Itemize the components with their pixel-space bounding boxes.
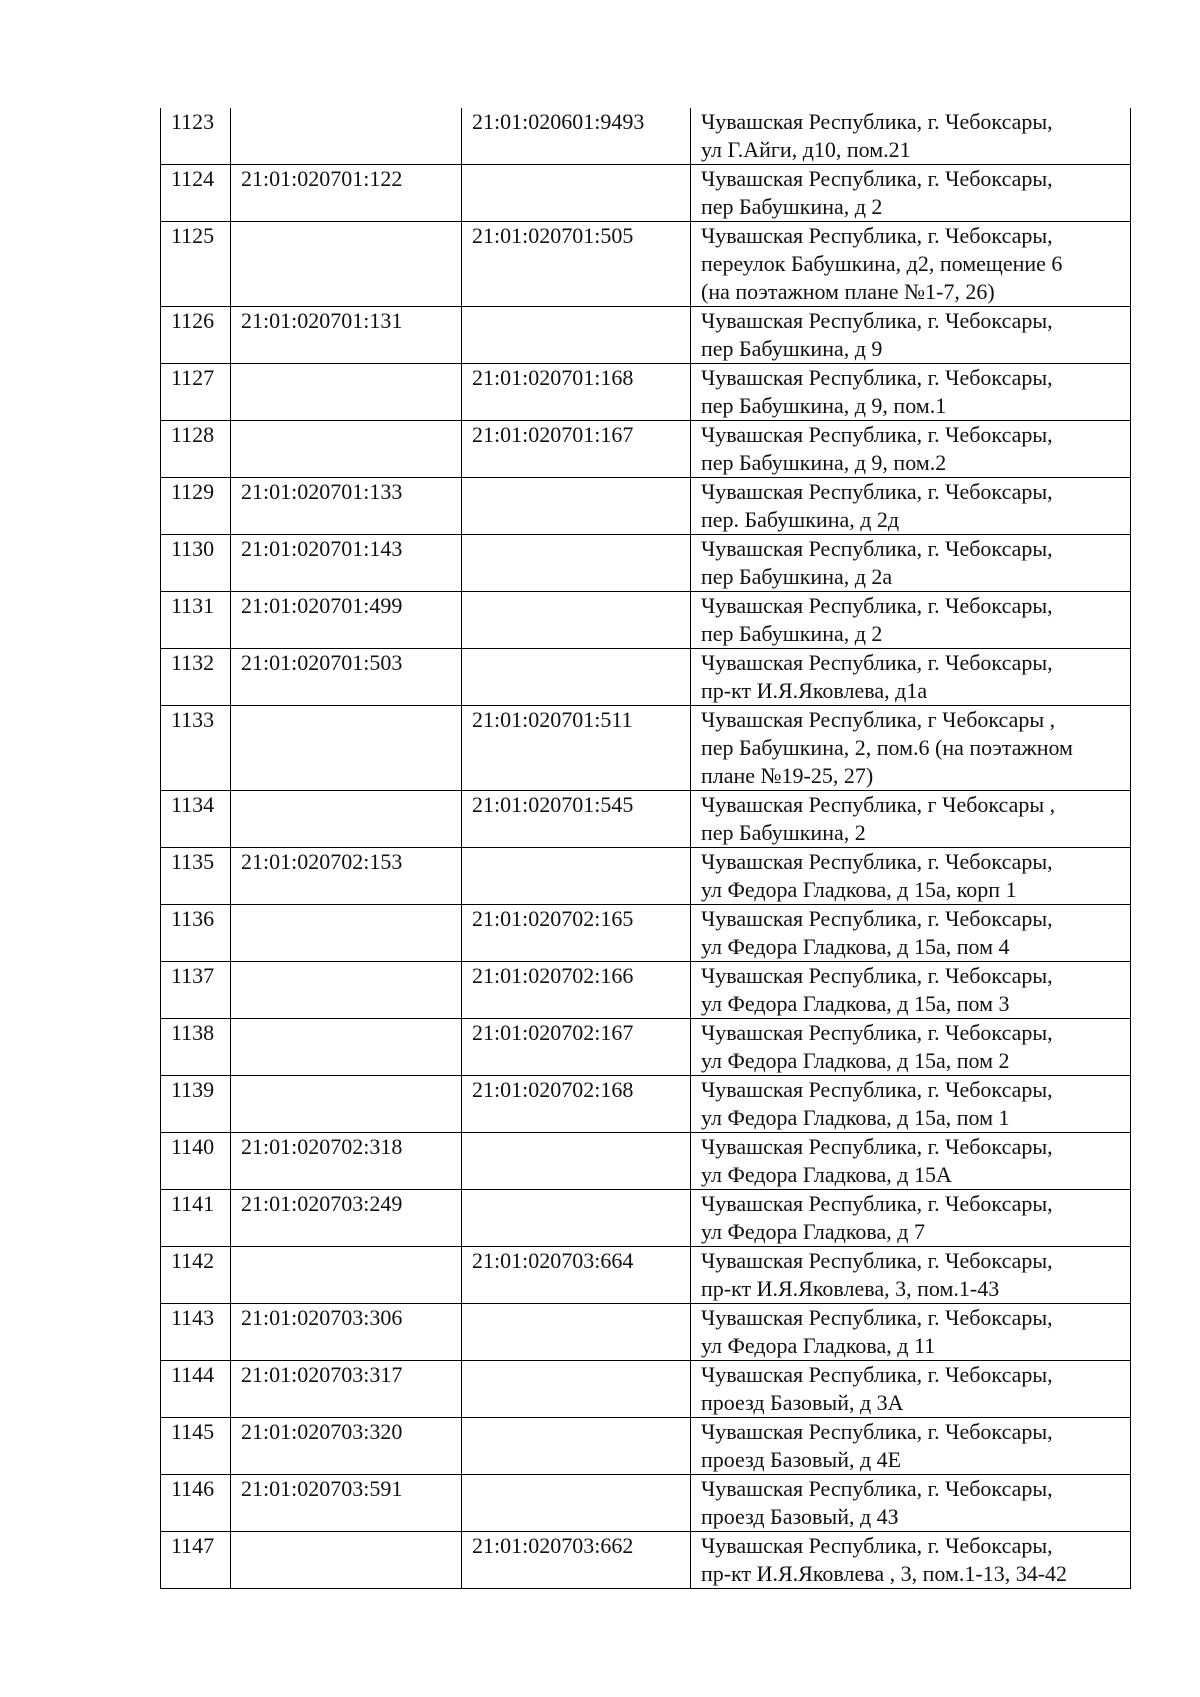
address-line: ул Федора Гладкова, д 15а, пом 3 (701, 991, 1010, 1016)
table-row (161, 1361, 1131, 1418)
object-cadastral-number (462, 478, 691, 535)
object-cadastral-number (462, 649, 691, 706)
address-line: Чувашская Республика, г. Чебоксары, (701, 906, 1053, 931)
address-line: пер Бабушкина, д 2 (701, 621, 883, 646)
table-row (161, 1190, 1131, 1247)
address-line: Чувашская Республика, г. Чебоксары, (701, 593, 1053, 618)
land-cadastral-number: 21:01:020701:131 (231, 307, 462, 364)
address-line: ул Федора Гладкова, д 15а, пом 2 (701, 1048, 1010, 1073)
address-line: Чувашская Республика, г. Чебоксары, (701, 963, 1053, 988)
address-line: плане №19-25, 27) (701, 763, 874, 788)
address-line: пр-кт И.Я.Яковлева, д1а (701, 678, 928, 703)
address-line: Чувашская Республика, г. Чебоксары, (701, 1476, 1053, 1501)
address-cell (691, 1247, 1131, 1304)
address-cell (691, 905, 1131, 962)
address-line: ул Федора Гладкова, д 7 (701, 1219, 925, 1244)
object-cadastral-number (462, 1304, 691, 1361)
address-cell (691, 649, 1131, 706)
table-row (161, 848, 1131, 905)
table-row (161, 905, 1131, 962)
row-number: 1131 (161, 592, 231, 649)
address-cell (691, 421, 1131, 478)
address-line: Чувашская Республика, г. Чебоксары, (701, 1305, 1053, 1330)
address-cell (691, 706, 1131, 791)
address-line: Чувашская Республика, г Чебоксары , (701, 707, 1056, 732)
address-line: ул Федора Гладкова, д 11 (701, 1333, 936, 1358)
address-cell (691, 848, 1131, 905)
address-line: Чувашская Республика, г. Чебоксары, (701, 1077, 1053, 1102)
object-cadastral-number: 21:01:020703:662 (462, 1532, 691, 1589)
address-line: пр-кт И.Я.Яковлева, 3, пом.1-43 (701, 1276, 1000, 1301)
object-cadastral-number (462, 1133, 691, 1190)
table-row (161, 592, 1131, 649)
object-cadastral-number: 21:01:020701:545 (462, 791, 691, 848)
row-number: 1140 (161, 1133, 231, 1190)
land-cadastral-number (231, 791, 462, 848)
table-row (161, 535, 1131, 592)
table-row (161, 649, 1131, 706)
row-number: 1125 (161, 222, 231, 307)
address-cell (691, 1475, 1131, 1532)
object-cadastral-number: 21:01:020601:9493 (462, 108, 691, 165)
row-number: 1136 (161, 905, 231, 962)
land-cadastral-number: 21:01:020703:317 (231, 1361, 462, 1418)
object-cadastral-number: 21:01:020701:167 (462, 421, 691, 478)
address-line: (на поэтажном плане №1-7, 26) (701, 279, 995, 304)
table-row (161, 1532, 1131, 1589)
address-line: Чувашская Республика, г. Чебоксары, (701, 536, 1053, 561)
address-cell (691, 535, 1131, 592)
address-cell (691, 1076, 1131, 1133)
address-cell (691, 307, 1131, 364)
row-number: 1142 (161, 1247, 231, 1304)
land-cadastral-number (231, 421, 462, 478)
address-line: Чувашская Республика, г. Чебоксары, (701, 308, 1053, 333)
object-cadastral-number: 21:01:020702:167 (462, 1019, 691, 1076)
address-line: пер Бабушкина, д 2 (701, 194, 883, 219)
table-row (161, 706, 1131, 791)
land-cadastral-number: 21:01:020701:499 (231, 592, 462, 649)
land-cadastral-number: 21:01:020703:306 (231, 1304, 462, 1361)
row-number: 1147 (161, 1532, 231, 1589)
address-line: ул Федора Гладкова, д 15а, пом 4 (701, 934, 1010, 959)
address-line: пер Бабушкина, д 2а (701, 564, 893, 589)
table-row (161, 421, 1131, 478)
land-cadastral-number (231, 962, 462, 1019)
address-line: Чувашская Республика, г. Чебоксары, (701, 1248, 1053, 1273)
row-number: 1127 (161, 364, 231, 421)
land-cadastral-number (231, 706, 462, 791)
address-cell (691, 1304, 1131, 1361)
row-number: 1124 (161, 165, 231, 222)
land-cadastral-number (231, 1247, 462, 1304)
row-number: 1139 (161, 1076, 231, 1133)
address-line: Чувашская Республика, г. Чебоксары, (701, 479, 1053, 504)
row-number: 1126 (161, 307, 231, 364)
object-cadastral-number (462, 1361, 691, 1418)
table-row (161, 108, 1131, 165)
address-cell (691, 1133, 1131, 1190)
address-cell (691, 1019, 1131, 1076)
land-cadastral-number (231, 364, 462, 421)
land-cadastral-number: 21:01:020701:133 (231, 478, 462, 535)
table-row (161, 478, 1131, 535)
table-row (161, 165, 1131, 222)
table-row (161, 1475, 1131, 1532)
address-cell (691, 1532, 1131, 1589)
row-number: 1123 (161, 108, 231, 165)
address-line: Чувашская Республика, г. Чебоксары, (701, 849, 1053, 874)
address-line: Чувашская Республика, г. Чебоксары, (701, 1533, 1053, 1558)
address-line: Чувашская Республика, г. Чебоксары, (701, 223, 1053, 248)
land-cadastral-number: 21:01:020703:249 (231, 1190, 462, 1247)
address-line: ул Г.Айги, д10, пом.21 (701, 137, 911, 162)
table-row (161, 1076, 1131, 1133)
table-body (161, 108, 1131, 1589)
land-cadastral-number (231, 905, 462, 962)
object-cadastral-number: 21:01:020702:168 (462, 1076, 691, 1133)
address-line: Чувашская Республика, г. Чебоксары, (701, 1362, 1053, 1387)
address-line: пер Бабушкина, д 9 (701, 336, 883, 361)
object-cadastral-number (462, 165, 691, 222)
address-line: проезд Базовый, д 4З (701, 1504, 899, 1529)
address-line: Чувашская Республика, г. Чебоксары, (701, 1020, 1053, 1045)
row-number: 1130 (161, 535, 231, 592)
address-cell (691, 1361, 1131, 1418)
address-cell (691, 1418, 1131, 1475)
address-line: проезд Базовый, д 3А (701, 1390, 904, 1415)
object-cadastral-number: 21:01:020701:511 (462, 706, 691, 791)
table-row (161, 962, 1131, 1019)
row-number: 1145 (161, 1418, 231, 1475)
object-cadastral-number (462, 592, 691, 649)
row-number: 1135 (161, 848, 231, 905)
address-cell (691, 222, 1131, 307)
table-row (161, 1418, 1131, 1475)
row-number: 1134 (161, 791, 231, 848)
table-row (161, 222, 1131, 307)
table-row (161, 1304, 1131, 1361)
address-line: проезд Базовый, д 4Е (701, 1447, 902, 1472)
address-line: Чувашская Республика, г. Чебоксары, (701, 1419, 1053, 1444)
address-line: пр-кт И.Я.Яковлева , 3, пом.1-13, 34-42 (701, 1561, 1068, 1586)
row-number: 1144 (161, 1361, 231, 1418)
object-cadastral-number (462, 1475, 691, 1532)
address-line: пер. Бабушкина, д 2д (701, 507, 900, 532)
object-cadastral-number (462, 535, 691, 592)
object-cadastral-number: 21:01:020703:664 (462, 1247, 691, 1304)
row-number: 1129 (161, 478, 231, 535)
land-cadastral-number (231, 1076, 462, 1133)
table-row (161, 307, 1131, 364)
row-number: 1138 (161, 1019, 231, 1076)
address-line: Чувашская Республика, г. Чебоксары, (701, 1134, 1053, 1159)
address-cell (691, 1190, 1131, 1247)
land-cadastral-number: 21:01:020702:318 (231, 1133, 462, 1190)
land-cadastral-number: 21:01:020703:591 (231, 1475, 462, 1532)
address-line: пер Бабушкина, д 9, пом.1 (701, 393, 947, 418)
table-row (161, 1019, 1131, 1076)
object-cadastral-number: 21:01:020701:505 (462, 222, 691, 307)
table-row (161, 1247, 1131, 1304)
address-line: Чувашская Республика, г. Чебоксары, (701, 1191, 1053, 1216)
address-cell (691, 478, 1131, 535)
address-line: ул Федора Гладкова, д 15а, корп 1 (701, 877, 1017, 902)
object-cadastral-number (462, 848, 691, 905)
address-line: Чувашская Республика, г. Чебоксары, (701, 422, 1053, 447)
address-line: ул Федора Гладкова, д 15А (701, 1162, 952, 1187)
row-number: 1133 (161, 706, 231, 791)
address-line: Чувашская Республика, г. Чебоксары, (701, 365, 1053, 390)
land-cadastral-number (231, 1019, 462, 1076)
object-cadastral-number (462, 1418, 691, 1475)
table-row (161, 364, 1131, 421)
land-cadastral-number: 21:01:020701:122 (231, 165, 462, 222)
address-line: пер Бабушкина, д 9, пом.2 (701, 450, 947, 475)
object-cadastral-number (462, 1190, 691, 1247)
table-row (161, 1133, 1131, 1190)
row-number: 1137 (161, 962, 231, 1019)
address-line: Чувашская Республика, г. Чебоксары, (701, 109, 1053, 134)
row-number: 1128 (161, 421, 231, 478)
row-number: 1143 (161, 1304, 231, 1361)
object-cadastral-number: 21:01:020702:166 (462, 962, 691, 1019)
address-cell (691, 791, 1131, 848)
address-cell (691, 962, 1131, 1019)
land-cadastral-number (231, 1532, 462, 1589)
land-cadastral-number: 21:01:020701:503 (231, 649, 462, 706)
address-line: переулок Бабушкина, д2, помещение 6 (701, 251, 1063, 276)
row-number: 1146 (161, 1475, 231, 1532)
address-line: Чувашская Республика, г. Чебоксары, (701, 166, 1053, 191)
land-cadastral-number (231, 108, 462, 165)
object-cadastral-number: 21:01:020702:165 (462, 905, 691, 962)
address-line: пер Бабушкина, 2, пом.6 (на поэтажном (701, 735, 1073, 760)
address-cell (691, 364, 1131, 421)
address-cell (691, 108, 1131, 165)
address-cell (691, 592, 1131, 649)
table-row (161, 791, 1131, 848)
address-line: пер Бабушкина, 2 (701, 820, 866, 845)
address-cell (691, 165, 1131, 222)
land-cadastral-number: 21:01:020702:153 (231, 848, 462, 905)
cadastral-table (160, 108, 1131, 1589)
address-line: Чувашская Республика, г. Чебоксары, (701, 650, 1053, 675)
object-cadastral-number: 21:01:020701:168 (462, 364, 691, 421)
object-cadastral-number (462, 307, 691, 364)
land-cadastral-number: 21:01:020703:320 (231, 1418, 462, 1475)
land-cadastral-number (231, 222, 462, 307)
row-number: 1132 (161, 649, 231, 706)
row-number: 1141 (161, 1190, 231, 1247)
address-line: ул Федора Гладкова, д 15а, пом 1 (701, 1105, 1010, 1130)
address-line: Чувашская Республика, г Чебоксары , (701, 792, 1056, 817)
land-cadastral-number: 21:01:020701:143 (231, 535, 462, 592)
